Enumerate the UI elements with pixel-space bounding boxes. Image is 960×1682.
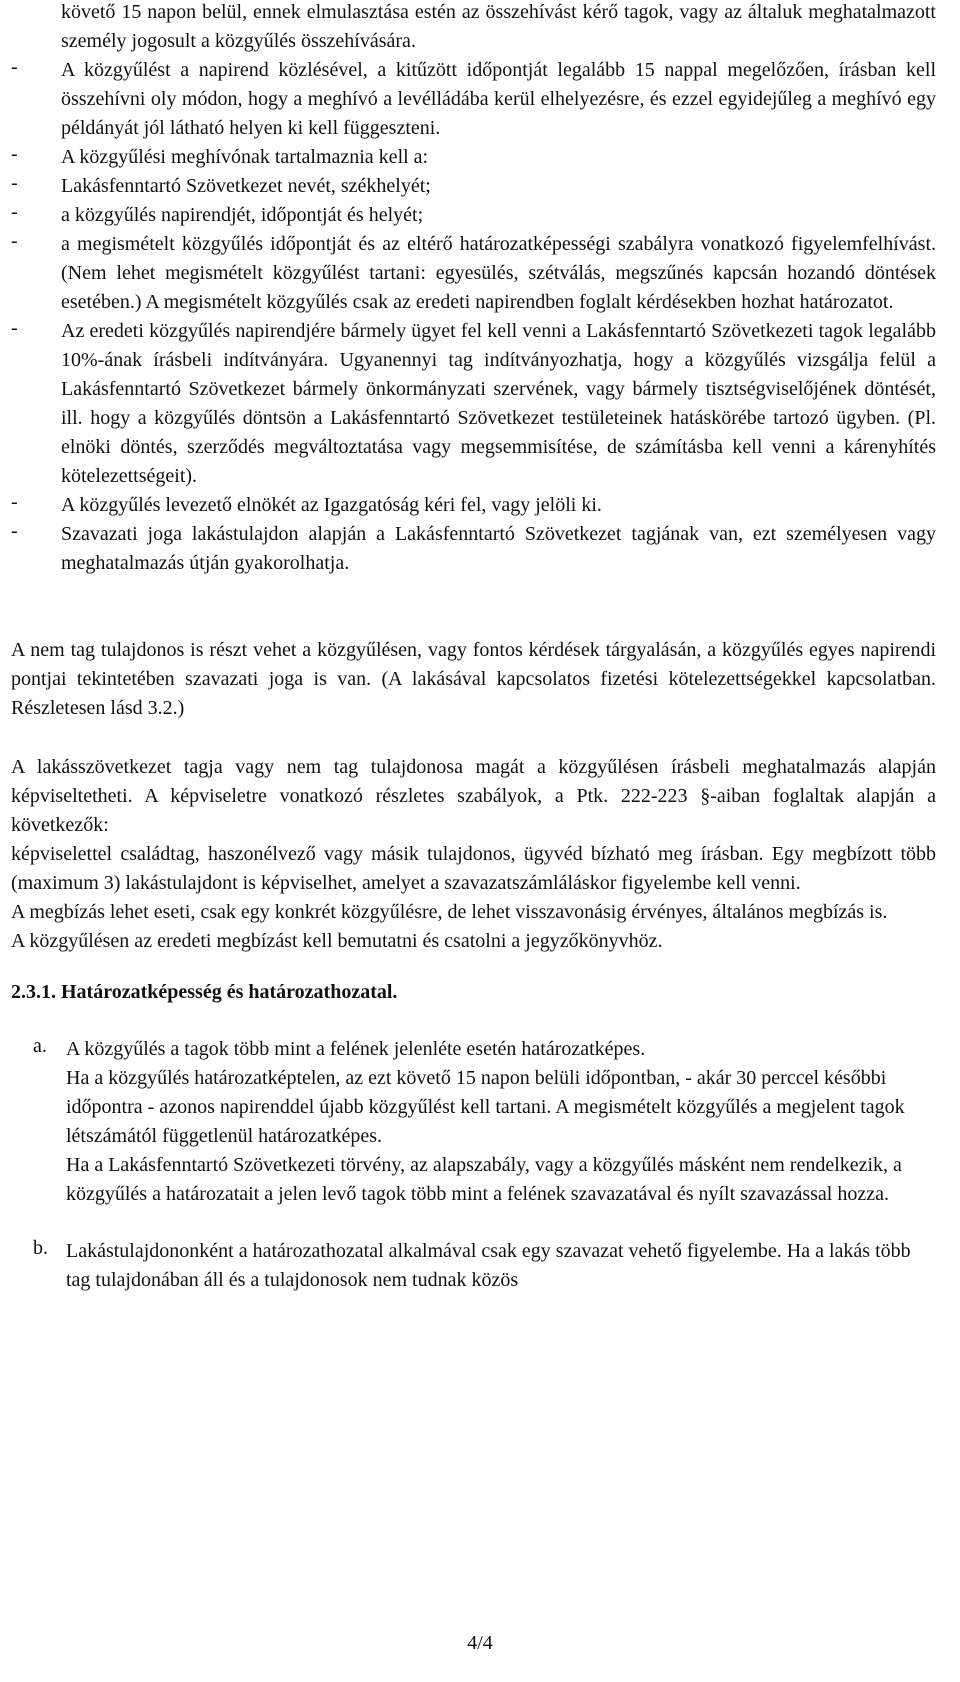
dash-item [11,520,936,578]
paragraph-mandate-validity: A megbízás lehet eseti, csak egy konkrét közgyűlésre, de lehet visszavonásig érvényes, általános megbízás is. [11,901,888,923]
paragraph-original-mandate: A közgyűlésen az eredeti megbízást kell bemutatni és csatolni a jegyzőkönyvhöz. [11,930,663,952]
section-number: 2.3.1. [11,981,56,1003]
dash-marker: - [11,143,18,165]
continuation-text: követő 15 napon belül, ennek elmulasztása estén az összehívást kérő tagok, vagy az általuk meghatalmazott személy jogosult a közgyűlés összehívására. [61,1,936,52]
section-heading [11,978,936,1007]
lettered-item-b [11,1237,936,1295]
list-item-text: A közgyűlés a tagok több mint a felének jelenléte esetén határozatképes. Ha a közgyűlés határozatképtelen, az ezt követő 15 napon belüli időpontban, - akár 30 perccel későbbi időpontra - azonos napirenddel újabb közgyűlést kell tartani. A megismételt közgyűlés a megjelent tagok létszámától függetlenül határozatképes. Ha a Lakásfenntartó Szövetkezeti törvény, az alapszabály, vagy a közgyűlés másként nem rendelkezik, a közgyűlés a határozatait a jelen levő tagok több mint a felének szavazatával és nyílt szavazással hozza. [66,1038,905,1205]
paragraph-non-member-owner: A nem tag tulajdonos is részt vehet a közgyűlésen, vagy fontos kérdések tárgyalásán, a közgyűlés egyes napirendi pontjai tekintetében szavazati joga is van. (A lakásával kapcsolatos fizetési kötelezettségekkel kapcsolatban. Részletesen lásd 3.2.) [11,639,936,719]
dash-item-text: Szavazati joga lakástulajdon alapján a Lakásfenntartó Szövetkezet tagjának van, ezt személyesen vagy meghatalmazás útján gyakorolhatja. [61,523,936,574]
dash-item [11,172,936,201]
dash-item [11,56,936,143]
list-item-text: Lakástulajdononként a határozathozatal alkalmával csak egy szavazat vehető figyelembe. Ha a lakás több tag tulajdonában áll és a tulajdonosok nem tudnak közös [66,1240,911,1291]
dash-marker: - [11,230,18,252]
dash-item [11,230,936,317]
section-title: Határozatképesség és határozathozatal. [61,981,398,1003]
dash-marker: - [11,172,18,194]
dash-item-text: A közgyűlés levezető elnökét az Igazgatóság kéri fel, vagy jelöli ki. [61,494,602,516]
dash-item-text: Az eredeti közgyűlés napirendjére bármely ügyet fel kell venni a Lakásfenntartó Szövetkezeti tagok legalább 10%-ának írásbeli indítványára. Ugyanennyi tag indítványozhatja, hogy a közgyűlés vizsgálja felül a Lakásfenntartó Szövetkezet bármely önkormányzati szervének, vagy bármely tisztségviselőjének döntését, ill. hogy a közgyűlés döntsön a Lakásfenntartó Szövetkezet testületeinek hatáskörébe tartozó ügyben. (Pl. elnöki döntés, szerződés megváltoztatása vagy megsemmisítése, de számításba kell venni a kárenyhítés kötelezettségeit). [61,320,936,487]
dash-item [11,201,936,230]
dash-list [11,56,936,578]
document-page [11,0,936,1295]
dash-marker: - [11,491,18,513]
dash-marker: - [11,56,18,78]
dash-marker: - [11,201,18,223]
list-marker: a. [33,1035,47,1057]
dash-item-text: a közgyűlés napirendjét, időpontját és helyét; [61,204,424,226]
dash-item [11,143,936,172]
dash-marker: - [11,317,18,339]
dash-item-text: A közgyűlési meghívónak tartalmaznia kell a: [61,146,429,168]
dash-item-text: Lakásfenntartó Szövetkezet nevét, székhelyét; [61,175,431,197]
list-marker: b. [33,1237,48,1259]
page-number: 4/4 [467,1632,493,1654]
dash-item-text: a megismételt közgyűlés időpontját és az eltérő határozatképességi szabályra vonatkozó figyelemfelhívást. (Nem lehet megismételt közgyűlést tartani: egyesülés, szétválás, megszűnés kapcsán hozandó döntések esetében.) A megismételt közgyűlés csak az eredeti napirendben foglalt kérdésekben hozhat határozatot. [61,233,936,313]
dash-marker: - [11,520,18,542]
dash-item [11,317,936,491]
lettered-item-a [11,1035,936,1209]
dash-item [11,491,936,520]
dash-item-text: A közgyűlést a napirend közlésével, a kitűzött időpontját legalább 15 nappal megelőzően, írásban kell összehívni oly módon, hogy a meghívó a levélládába kerül elhelyezésre, és ezzel egyidejűleg a meghívó egy példányát jól látható helyen ki kell függeszteni. [61,59,936,139]
paragraph-representation: A lakásszövetkezet tagja vagy nem tag tulajdonosa magát a közgyűlésen írásbeli meghatalmazás alapján képviseltetheti. A képviseletre vonatkozó részletes szabályok, a Ptk. 222-223 §-aiban foglaltak alapján a következők: [11,756,936,836]
paragraph-representative-types: képviselettel családtag, haszonélvező vagy másik tulajdonos, ügyvéd bízható meg írásban. Egy megbízott több (maximum 3) lakástulajdont is képviselhet, amelyet a szavazatszámláláskor figyelembe kell venni. [11,843,936,894]
